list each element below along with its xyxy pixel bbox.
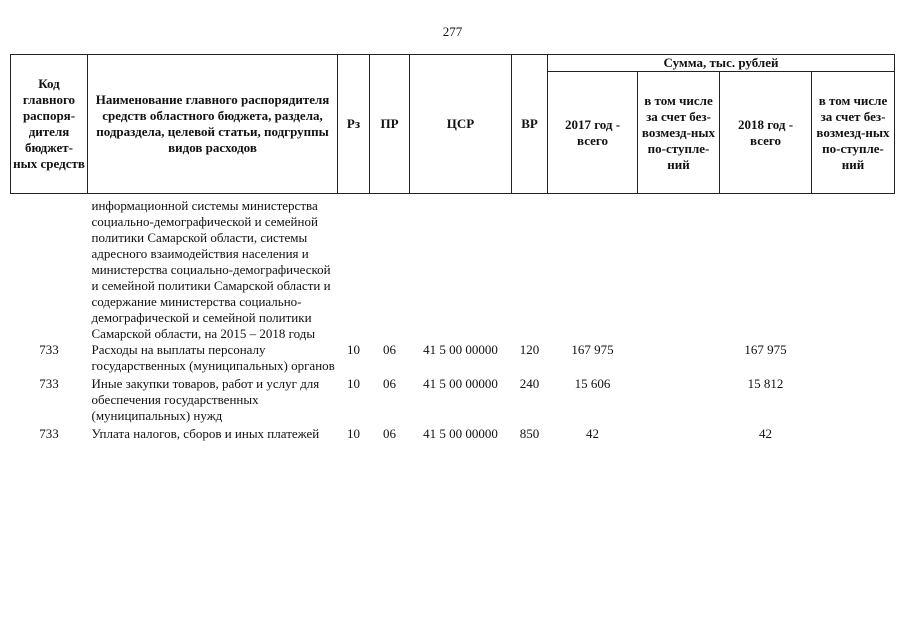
row-rz: 10 bbox=[347, 342, 360, 357]
row-csr: 41 5 00 00000 bbox=[423, 376, 498, 391]
row-code: 733 bbox=[39, 376, 59, 391]
page-number: 277 bbox=[442, 24, 463, 39]
header-name: Наименование главного распорядителя средств областного бюджета, раздела, подраздела, целевой статьи, подгруппы видов расходов bbox=[88, 55, 338, 194]
header-rz: Рз bbox=[338, 55, 370, 194]
header-2017-total: 2017 год - всего bbox=[548, 72, 638, 194]
header-2018-free: в том числе за счет без-возмезд-ных по-ступле-ний bbox=[812, 72, 895, 194]
row-2017-total: 42 bbox=[586, 426, 599, 441]
row-2017-free bbox=[638, 342, 720, 374]
row-2017-total: 167 975 bbox=[571, 342, 614, 357]
row-2018-total: 15 812 bbox=[747, 376, 784, 391]
row-rz: 10 bbox=[347, 376, 360, 391]
row-2018-free bbox=[812, 424, 895, 442]
budget-table bbox=[10, 54, 895, 442]
row-code: 733 bbox=[39, 342, 59, 357]
row-2018-total: 167 975 bbox=[744, 342, 787, 357]
row-csr: 41 5 00 00000 bbox=[423, 342, 498, 357]
row-pr: 06 bbox=[383, 426, 396, 441]
row-code: 733 bbox=[39, 426, 59, 441]
row-2018-free bbox=[812, 342, 895, 374]
header-sum: Сумма, тыс. рублей bbox=[548, 55, 895, 72]
header-vr: ВР bbox=[512, 55, 548, 194]
header-code: Код главного распоря-дителя бюджет-ных средств bbox=[11, 55, 88, 194]
row-vr: 850 bbox=[519, 426, 540, 441]
row-2017-total: 15 606 bbox=[574, 376, 611, 391]
row-name: Расходы на выплаты персоналу государственных (муниципальных) органов bbox=[91, 342, 335, 373]
continuation-row bbox=[11, 194, 895, 343]
header-2018-total: 2018 год - всего bbox=[720, 72, 812, 194]
row-pr: 06 bbox=[383, 342, 396, 357]
continuation-text: информационной системы министерства социально-демографической и семейной политики Самарской области, системы адресного взаимодействия населения и министерства социально-демографической и семейной политики Самарской области и содержание министерства социально-демографической и семейной политики Самарской области, на 2015 – 2018 годы bbox=[91, 198, 331, 341]
header-pr: ПР bbox=[370, 55, 410, 194]
row-2017-free bbox=[638, 374, 720, 424]
row-2017-free bbox=[638, 424, 720, 442]
row-name: Иные закупки товаров, работ и услуг для обеспечения государственных (муниципальных) нужд bbox=[91, 376, 320, 423]
table-row bbox=[11, 342, 895, 374]
header-csr: ЦСР bbox=[410, 55, 512, 194]
row-name: Уплата налогов, сборов и иных платежей bbox=[91, 426, 320, 441]
row-2018-total: 42 bbox=[759, 426, 772, 441]
row-vr: 120 bbox=[519, 342, 540, 357]
table-row bbox=[11, 424, 895, 442]
row-pr: 06 bbox=[383, 376, 396, 391]
table-row bbox=[11, 374, 895, 424]
row-csr: 41 5 00 00000 bbox=[423, 426, 498, 441]
row-2018-free bbox=[812, 374, 895, 424]
header-2017-free: в том числе за счет без-возмезд-ных по-ступле-ний bbox=[638, 72, 720, 194]
row-vr: 240 bbox=[519, 376, 540, 391]
row-rz: 10 bbox=[347, 426, 360, 441]
